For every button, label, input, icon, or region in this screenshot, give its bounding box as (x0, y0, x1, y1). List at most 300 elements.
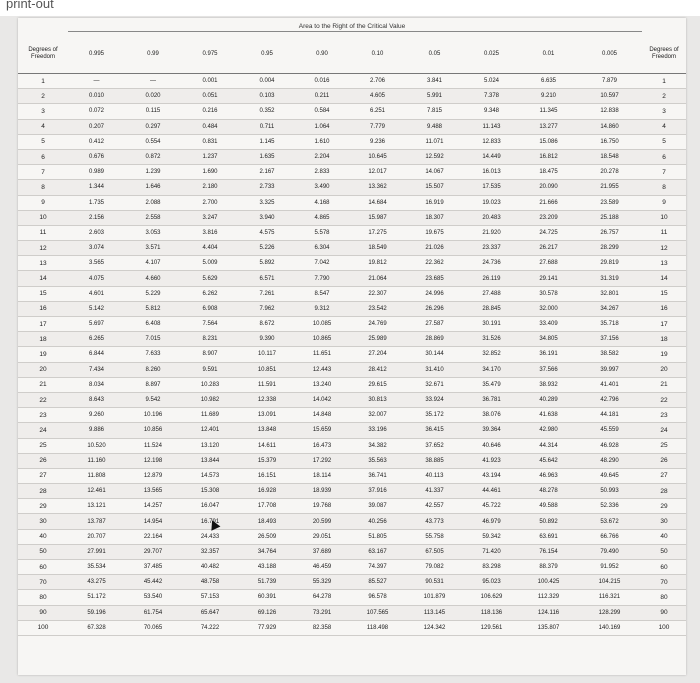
value-cell: 40.289 (520, 392, 577, 407)
table-row (18, 575, 686, 590)
table-title: Area to the Right of the Critical Value (298, 23, 406, 30)
table-row (18, 438, 686, 453)
value-cell: 23.337 (463, 241, 520, 256)
value-cell: 7.564 (181, 317, 239, 332)
value-cell: 21.064 (349, 271, 406, 286)
value-cell: 48.278 (520, 484, 577, 499)
value-cell: 44.181 (577, 408, 642, 423)
value-cell: 7.815 (406, 104, 463, 119)
table-row (18, 392, 686, 407)
value-cell: 2.733 (239, 180, 295, 195)
value-cell: 27.688 (520, 256, 577, 271)
alpha-header: 0.025 (463, 35, 520, 74)
value-cell: 9.260 (68, 408, 125, 423)
value-cell: 16.047 (181, 499, 239, 514)
df-cell-left: 30 (18, 514, 68, 529)
value-cell: 4.605 (349, 89, 406, 104)
value-cell: 79.490 (577, 544, 642, 559)
value-cell: 21.666 (520, 195, 577, 210)
value-cell: 1.646 (125, 180, 181, 195)
value-cell: 5.024 (463, 74, 520, 89)
value-cell: 17.275 (349, 225, 406, 240)
value-cell: 52.336 (577, 499, 642, 514)
value-cell: 28.845 (463, 301, 520, 316)
value-cell: 69.126 (239, 605, 295, 620)
value-cell: 42.980 (520, 423, 577, 438)
df-cell-right: 13 (642, 256, 686, 271)
df-cell-right: 10 (642, 210, 686, 225)
value-cell: 43.773 (406, 514, 463, 529)
value-cell: 57.153 (181, 590, 239, 605)
value-cell: 36.741 (349, 468, 406, 483)
alpha-header: 0.005 (577, 35, 642, 74)
df-cell-right: 23 (642, 408, 686, 423)
df-cell-right: 26 (642, 453, 686, 468)
df-cell-left: 3 (18, 104, 68, 119)
value-cell: 18.475 (520, 165, 577, 180)
alpha-header: 0.975 (181, 35, 239, 74)
value-cell: 3.571 (125, 241, 181, 256)
value-cell: 12.338 (239, 392, 295, 407)
value-cell: 15.507 (406, 180, 463, 195)
value-cell: 7.790 (295, 271, 349, 286)
value-cell: 28.869 (406, 332, 463, 347)
value-cell: 33.409 (520, 317, 577, 332)
value-cell: 49.588 (520, 499, 577, 514)
value-cell: 7.962 (239, 301, 295, 316)
value-cell: 0.207 (68, 119, 125, 134)
value-cell: 16.750 (577, 134, 642, 149)
df-cell-left: 25 (18, 438, 68, 453)
value-cell: 8.643 (68, 392, 125, 407)
value-cell: 31.319 (577, 271, 642, 286)
df-cell-right: 1 (642, 74, 686, 89)
value-cell: 0.989 (68, 165, 125, 180)
title-rule (68, 31, 642, 32)
value-cell: 34.267 (577, 301, 642, 316)
value-cell: 37.485 (125, 560, 181, 575)
value-cell: 7.042 (295, 256, 349, 271)
value-cell: 8.260 (125, 362, 181, 377)
value-cell: 118.136 (463, 605, 520, 620)
value-cell: 1.064 (295, 119, 349, 134)
df-cell-right: 27 (642, 468, 686, 483)
value-cell: 11.160 (68, 453, 125, 468)
value-cell: 34.764 (239, 544, 295, 559)
value-cell: 4.168 (295, 195, 349, 210)
value-cell: 16.473 (295, 438, 349, 453)
value-cell: 140.169 (577, 620, 642, 635)
value-cell: 27.991 (68, 544, 125, 559)
value-cell: 10.865 (295, 332, 349, 347)
page-top-text: print-out (6, 0, 54, 11)
df-cell-right: 21 (642, 377, 686, 392)
df-cell-left: 7 (18, 165, 68, 180)
value-cell: 24.433 (181, 529, 239, 544)
value-cell: 24.736 (463, 256, 520, 271)
value-cell: 25.989 (349, 332, 406, 347)
value-cell: 29.051 (295, 529, 349, 544)
table-row (18, 590, 686, 605)
value-cell: 0.020 (125, 89, 181, 104)
value-cell: 7.779 (349, 119, 406, 134)
alpha-header: 0.01 (520, 35, 577, 74)
df-cell-left: 8 (18, 180, 68, 195)
value-cell: 1.610 (295, 134, 349, 149)
value-cell: 55.329 (295, 575, 349, 590)
df-cell-left: 2 (18, 89, 68, 104)
value-cell: 38.582 (577, 347, 642, 362)
value-cell: 73.291 (295, 605, 349, 620)
value-cell: 36.415 (406, 423, 463, 438)
value-cell: 9.312 (295, 301, 349, 316)
value-cell: 26.296 (406, 301, 463, 316)
value-cell: 3.841 (406, 74, 463, 89)
value-cell: 24.769 (349, 317, 406, 332)
value-cell: 7.378 (463, 89, 520, 104)
df-cell-right: 18 (642, 332, 686, 347)
value-cell: 18.114 (295, 468, 349, 483)
value-cell: 0.016 (295, 74, 349, 89)
table-row (18, 514, 686, 529)
value-cell: 0.484 (181, 119, 239, 134)
alpha-header: 0.99 (125, 35, 181, 74)
value-cell: 60.391 (239, 590, 295, 605)
alpha-header: 0.05 (406, 35, 463, 74)
value-cell: 40.256 (349, 514, 406, 529)
value-cell: 7.261 (239, 286, 295, 301)
value-cell: 12.017 (349, 165, 406, 180)
value-cell: 0.412 (68, 134, 125, 149)
df-cell-left: 90 (18, 605, 68, 620)
table-row (18, 468, 686, 483)
value-cell: 37.652 (406, 438, 463, 453)
df-cell-right: 11 (642, 225, 686, 240)
df-cell-left: 15 (18, 286, 68, 301)
value-cell: 18.548 (577, 149, 642, 164)
value-cell: 39.364 (463, 423, 520, 438)
value-cell: 7.879 (577, 74, 642, 89)
df-cell-right: 17 (642, 317, 686, 332)
value-cell: 6.908 (181, 301, 239, 316)
value-cell: 9.210 (520, 89, 577, 104)
value-cell: 45.642 (520, 453, 577, 468)
df-cell-right: 6 (642, 149, 686, 164)
value-cell: 1.735 (68, 195, 125, 210)
value-cell: 32.357 (181, 544, 239, 559)
value-cell: 5.812 (125, 301, 181, 316)
value-cell: 61.754 (125, 605, 181, 620)
value-cell: 20.599 (295, 514, 349, 529)
value-cell: 0.554 (125, 134, 181, 149)
value-cell: 7.015 (125, 332, 181, 347)
value-cell: 0.004 (239, 74, 295, 89)
value-cell: 35.534 (68, 560, 125, 575)
df-cell-right: 25 (642, 438, 686, 453)
value-cell: 25.188 (577, 210, 642, 225)
value-cell: 79.082 (406, 560, 463, 575)
value-cell: 14.067 (406, 165, 463, 180)
value-cell: 59.342 (463, 529, 520, 544)
value-cell: 35.172 (406, 408, 463, 423)
df-cell-left: 11 (18, 225, 68, 240)
value-cell: 21.026 (406, 241, 463, 256)
value-cell: 17.535 (463, 180, 520, 195)
value-cell: 9.236 (349, 134, 406, 149)
value-cell: 17.292 (295, 453, 349, 468)
value-cell: 7.434 (68, 362, 125, 377)
value-cell: 26.509 (239, 529, 295, 544)
value-cell: 0.676 (68, 149, 125, 164)
value-cell: 124.116 (520, 605, 577, 620)
df-cell-right: 90 (642, 605, 686, 620)
value-cell: 0.115 (125, 104, 181, 119)
value-cell: 46.963 (520, 468, 577, 483)
df-cell-left: 40 (18, 529, 68, 544)
df-cell-left: 13 (18, 256, 68, 271)
df-cell-right: 100 (642, 620, 686, 635)
df-cell-right: 40 (642, 529, 686, 544)
value-cell: 8.547 (295, 286, 349, 301)
value-cell: 53.540 (125, 590, 181, 605)
value-cell: 3.053 (125, 225, 181, 240)
value-cell: — (68, 74, 125, 89)
value-cell: 51.739 (239, 575, 295, 590)
value-cell: 6.635 (520, 74, 577, 89)
value-cell: 40.482 (181, 560, 239, 575)
value-cell: 83.298 (463, 560, 520, 575)
df-cell-right: 50 (642, 544, 686, 559)
value-cell: 26.217 (520, 241, 577, 256)
value-cell: 2.700 (181, 195, 239, 210)
value-cell: 15.379 (239, 453, 295, 468)
df-cell-right: 15 (642, 286, 686, 301)
value-cell: 43.194 (463, 468, 520, 483)
value-cell: 13.844 (181, 453, 239, 468)
value-cell: 16.151 (239, 468, 295, 483)
value-cell: 0.051 (181, 89, 239, 104)
value-cell: 16.812 (520, 149, 577, 164)
value-cell: 4.865 (295, 210, 349, 225)
value-cell: 37.689 (295, 544, 349, 559)
value-cell: 30.144 (406, 347, 463, 362)
value-cell: 0.872 (125, 149, 181, 164)
table-row (18, 286, 686, 301)
value-cell: 11.143 (463, 119, 520, 134)
value-cell: 2.706 (349, 74, 406, 89)
df-cell-right: 70 (642, 575, 686, 590)
value-cell: 8.907 (181, 347, 239, 362)
value-cell: 45.722 (463, 499, 520, 514)
value-cell: 1.344 (68, 180, 125, 195)
value-cell: 11.651 (295, 347, 349, 362)
df-cell-right: 60 (642, 560, 686, 575)
df-cell-left: 9 (18, 195, 68, 210)
value-cell: 0.711 (239, 119, 295, 134)
value-cell: 33.924 (406, 392, 463, 407)
value-cell: 32.000 (520, 301, 577, 316)
value-cell: 27.204 (349, 347, 406, 362)
value-cell: 32.852 (463, 347, 520, 362)
df-cell-left: 16 (18, 301, 68, 316)
table-row (18, 453, 686, 468)
table-row (18, 256, 686, 271)
value-cell: 129.561 (463, 620, 520, 635)
df-cell-right: 4 (642, 119, 686, 134)
df-cell-right: 14 (642, 271, 686, 286)
df-cell-right: 22 (642, 392, 686, 407)
value-cell: 64.278 (295, 590, 349, 605)
value-cell: 37.566 (520, 362, 577, 377)
table-row (18, 301, 686, 316)
value-cell: 2.167 (239, 165, 295, 180)
value-cell: 10.645 (349, 149, 406, 164)
df-cell-left: 4 (18, 119, 68, 134)
df-cell-right: 24 (642, 423, 686, 438)
value-cell: 0.352 (239, 104, 295, 119)
value-cell: 46.979 (463, 514, 520, 529)
df-cell-left: 29 (18, 499, 68, 514)
value-cell: 76.154 (520, 544, 577, 559)
table-row (18, 210, 686, 225)
value-cell: 38.885 (406, 453, 463, 468)
value-cell: 82.358 (295, 620, 349, 635)
value-cell: 3.074 (68, 241, 125, 256)
value-cell: 31.410 (406, 362, 463, 377)
table-row (18, 377, 686, 392)
value-cell: 45.559 (577, 423, 642, 438)
df-cell-right: 9 (642, 195, 686, 210)
value-cell: 18.493 (239, 514, 295, 529)
value-cell: 10.851 (239, 362, 295, 377)
value-cell: 36.781 (463, 392, 520, 407)
value-cell: 12.443 (295, 362, 349, 377)
value-cell: 41.401 (577, 377, 642, 392)
value-cell: 106.629 (463, 590, 520, 605)
df-cell-left: 18 (18, 332, 68, 347)
value-cell: 51.805 (349, 529, 406, 544)
table-row (18, 119, 686, 134)
value-cell: 1.145 (239, 134, 295, 149)
value-cell: 16.791 (181, 514, 239, 529)
df-cell-right: 3 (642, 104, 686, 119)
value-cell: 6.251 (349, 104, 406, 119)
alpha-header: 0.90 (295, 35, 349, 74)
value-cell: — (125, 74, 181, 89)
value-cell: 113.145 (406, 605, 463, 620)
value-cell: 12.198 (125, 453, 181, 468)
value-cell: 15.659 (295, 423, 349, 438)
value-cell: 18.307 (406, 210, 463, 225)
value-cell: 55.758 (406, 529, 463, 544)
value-cell: 10.597 (577, 89, 642, 104)
table-row (18, 499, 686, 514)
value-cell: 1.635 (239, 149, 295, 164)
df-cell-left: 28 (18, 484, 68, 499)
value-cell: 96.578 (349, 590, 406, 605)
value-cell: 66.766 (577, 529, 642, 544)
df-header-left: Degrees of Freedom (18, 35, 68, 74)
value-cell: 40.646 (463, 438, 520, 453)
df-cell-right: 16 (642, 301, 686, 316)
value-cell: 13.565 (125, 484, 181, 499)
value-cell: 12.879 (125, 468, 181, 483)
value-cell: 38.932 (520, 377, 577, 392)
value-cell: 14.257 (125, 499, 181, 514)
value-cell: 48.290 (577, 453, 642, 468)
value-cell: 32.671 (406, 377, 463, 392)
value-cell: 9.542 (125, 392, 181, 407)
value-cell: 11.345 (520, 104, 577, 119)
value-cell: 70.065 (125, 620, 181, 635)
value-cell: 74.222 (181, 620, 239, 635)
value-cell: 13.121 (68, 499, 125, 514)
value-cell: 13.091 (239, 408, 295, 423)
value-cell: 71.420 (463, 544, 520, 559)
value-cell: 39.997 (577, 362, 642, 377)
value-cell: 22.307 (349, 286, 406, 301)
table-row (18, 529, 686, 544)
value-cell: 100.425 (520, 575, 577, 590)
table-row (18, 149, 686, 164)
value-cell: 42.557 (406, 499, 463, 514)
table-row (18, 74, 686, 89)
value-cell: 10.982 (181, 392, 239, 407)
value-cell: 51.172 (68, 590, 125, 605)
value-cell: 10.196 (125, 408, 181, 423)
value-cell: 49.645 (577, 468, 642, 483)
value-cell: 15.987 (349, 210, 406, 225)
value-cell: 2.558 (125, 210, 181, 225)
value-cell: 41.923 (463, 453, 520, 468)
value-cell: 10.085 (295, 317, 349, 332)
value-cell: 36.191 (520, 347, 577, 362)
value-cell: 74.397 (349, 560, 406, 575)
value-cell: 30.191 (463, 317, 520, 332)
df-cell-right: 30 (642, 514, 686, 529)
df-cell-left: 80 (18, 590, 68, 605)
value-cell: 12.401 (181, 423, 239, 438)
value-cell: 2.204 (295, 149, 349, 164)
df-cell-right: 7 (642, 165, 686, 180)
value-cell: 5.226 (239, 241, 295, 256)
value-cell: 4.107 (125, 256, 181, 271)
value-cell: 34.805 (520, 332, 577, 347)
df-cell-left: 14 (18, 271, 68, 286)
value-cell: 13.787 (68, 514, 125, 529)
value-cell: 16.928 (239, 484, 295, 499)
df-cell-right: 29 (642, 499, 686, 514)
chi-square-table (18, 35, 686, 636)
table-row (18, 104, 686, 119)
value-cell: 21.955 (577, 180, 642, 195)
value-cell: 37.916 (349, 484, 406, 499)
value-cell: 88.379 (520, 560, 577, 575)
table-row (18, 225, 686, 240)
value-cell: 46.928 (577, 438, 642, 453)
value-cell: 10.520 (68, 438, 125, 453)
table-row (18, 165, 686, 180)
value-cell: 28.412 (349, 362, 406, 377)
value-cell: 9.488 (406, 119, 463, 134)
value-cell: 13.277 (520, 119, 577, 134)
df-cell-left: 17 (18, 317, 68, 332)
value-cell: 5.009 (181, 256, 239, 271)
value-cell: 13.120 (181, 438, 239, 453)
value-cell: 30.813 (349, 392, 406, 407)
value-cell: 14.611 (239, 438, 295, 453)
value-cell: 1.237 (181, 149, 239, 164)
